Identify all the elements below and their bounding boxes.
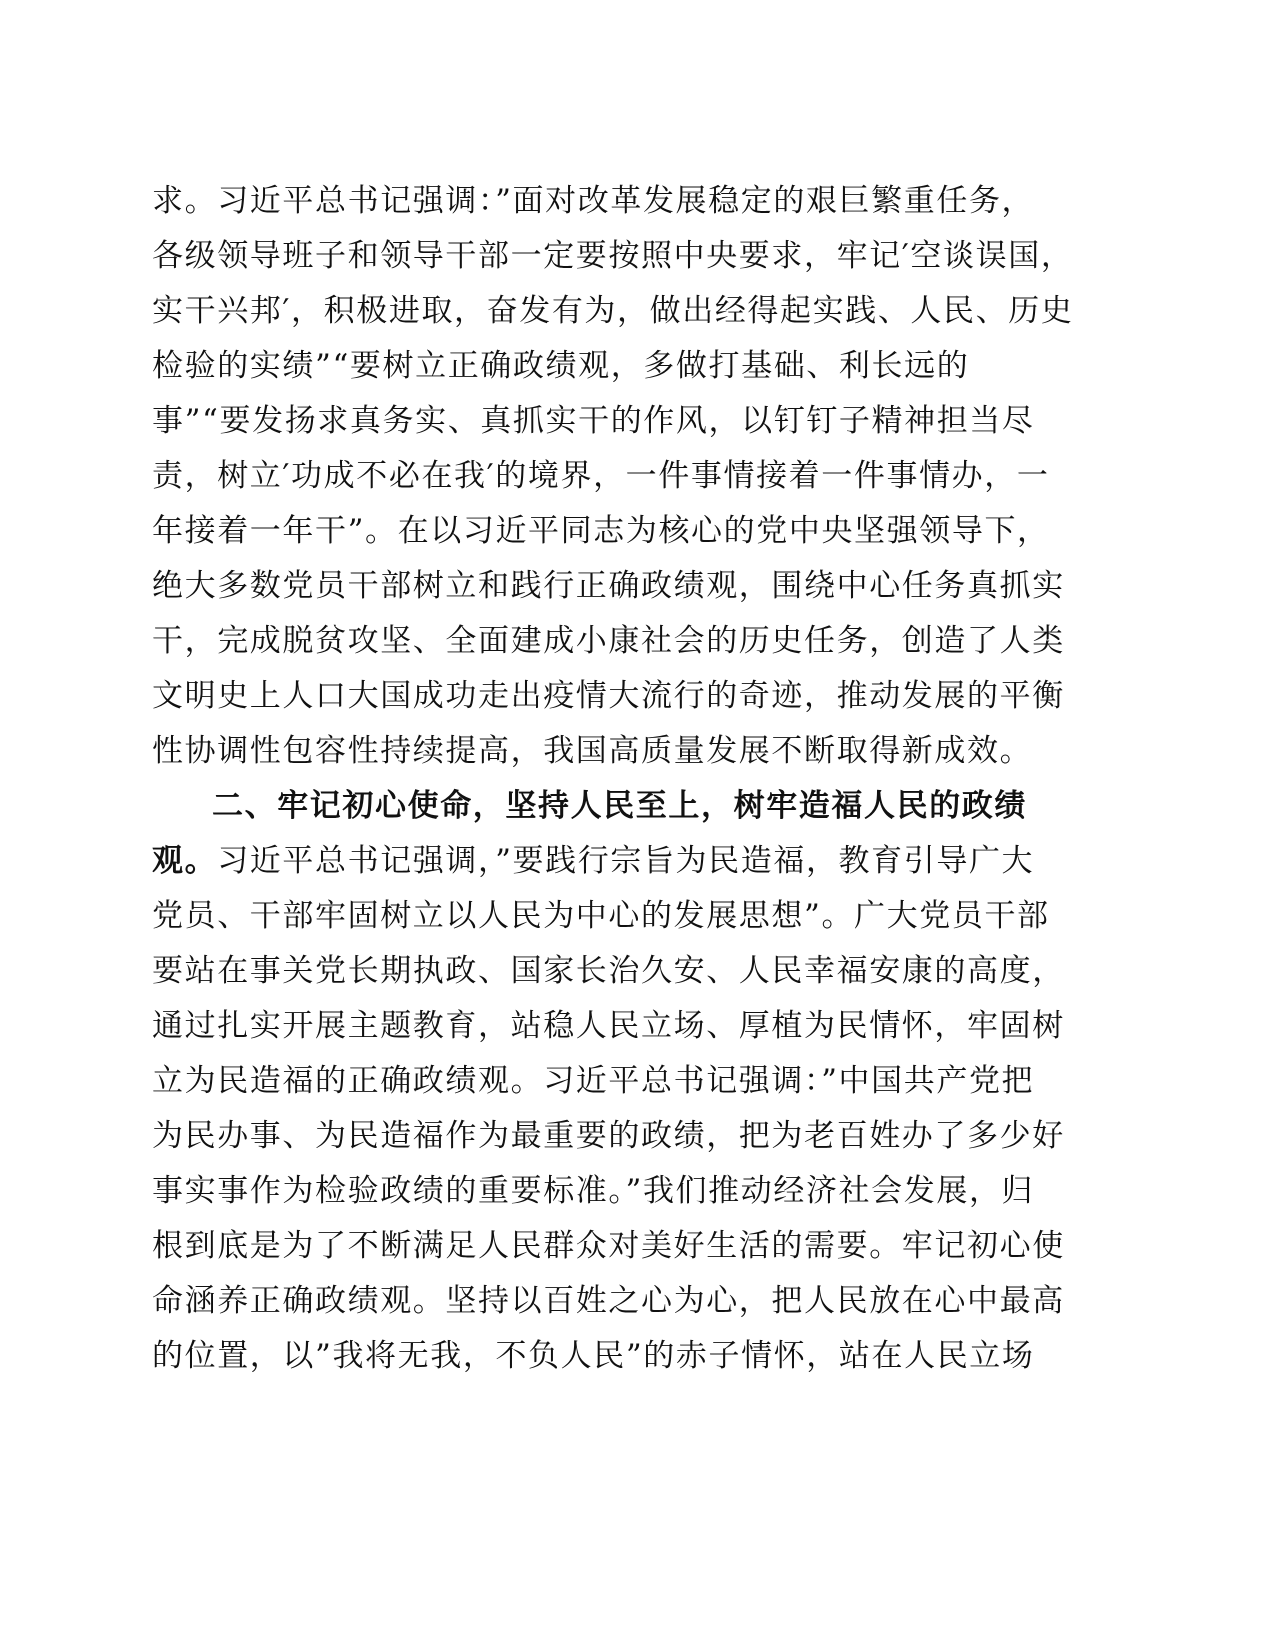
paragraph-text: 习近平总书记强调，”要践行宗旨为民造福，教育引导广大 (217, 843, 1035, 879)
section-heading: 二、牢记初心使命，坚持人民至上，树牢造福人民的政绩 (212, 788, 1027, 824)
paragraph-line: 命涵养正确政绩观。坚持以百姓之心为心，把人民放在心中最高 (152, 1283, 1065, 1319)
paragraph-line: 绝大多数党员干部树立和践行正确政绩观，围绕中心任务真抓实 (152, 568, 1065, 604)
section-heading-continuation (152, 841, 1034, 881)
paragraph-line: 干，完成脱贫攻坚、全面建成小康社会的历史任务，创造了人类 (152, 623, 1065, 659)
paragraph-line: 事”“要发扬求真务实、真抓实干的作风，以钉钉子精神担当尽 (152, 403, 1035, 439)
paragraph-line: 的位置，以”我将无我，不负人民”的赤子情怀，站在人民立场 (152, 1338, 1035, 1374)
paragraph-line: 性协调性包容性持续提高，我国高质量发展不断取得新成效。 (152, 733, 1033, 769)
paragraph-line: 要站在事关党长期执政、国家长治久安、人民幸福安康的高度， (152, 953, 1065, 989)
paragraph-line: 各级领导班子和领导干部一定要按照中央要求，牢记′空谈误国， (152, 238, 1074, 274)
paragraph-line: 通过扎实开展主题教育，站稳人民立场、厚植为民情怀，牢固树 (152, 1008, 1065, 1044)
paragraph-line: 年接着一年干”。在以习近平同志为核心的党中央坚强领导下， (152, 513, 1050, 549)
paragraph-line: 党员、干部牢固树立以人民为中心的发展思想”。广大党员干部 (152, 898, 1050, 934)
paragraph-line: 为民办事、为民造福作为最重要的政绩，把为老百姓办了多少好 (152, 1118, 1065, 1154)
paragraph-line: 实干兴邦′，积极进取，奋发有为，做出经得起实践、人民、历史 (152, 293, 1074, 329)
paragraph-line: 检验的实绩”“要树立正确政绩观，多做打基础、利长远的 (152, 348, 970, 384)
section-heading-end: 观。 (152, 843, 218, 879)
paragraph-line: 文明史上人口大国成功走出疫情大流行的奇迹，推动发展的平衡 (152, 678, 1065, 714)
paragraph-line: 责，树立′功成不必在我′的境界，一件事情接着一件事情办，一 (152, 458, 1050, 494)
paragraph-line: 立为民造福的正确政绩观。习近平总书记强调：”中国共产党把 (152, 1063, 1035, 1099)
paragraph-line: 事实事作为检验政绩的重要标准。”我们推动经济社会发展，归 (152, 1173, 1035, 1209)
paragraph-line: 求。习近平总书记强调：”面对改革发展稳定的艰巨繁重任务， (152, 183, 1035, 219)
paragraph-line: 根到底是为了不断满足人民群众对美好生活的需要。牢记初心使 (152, 1228, 1065, 1264)
